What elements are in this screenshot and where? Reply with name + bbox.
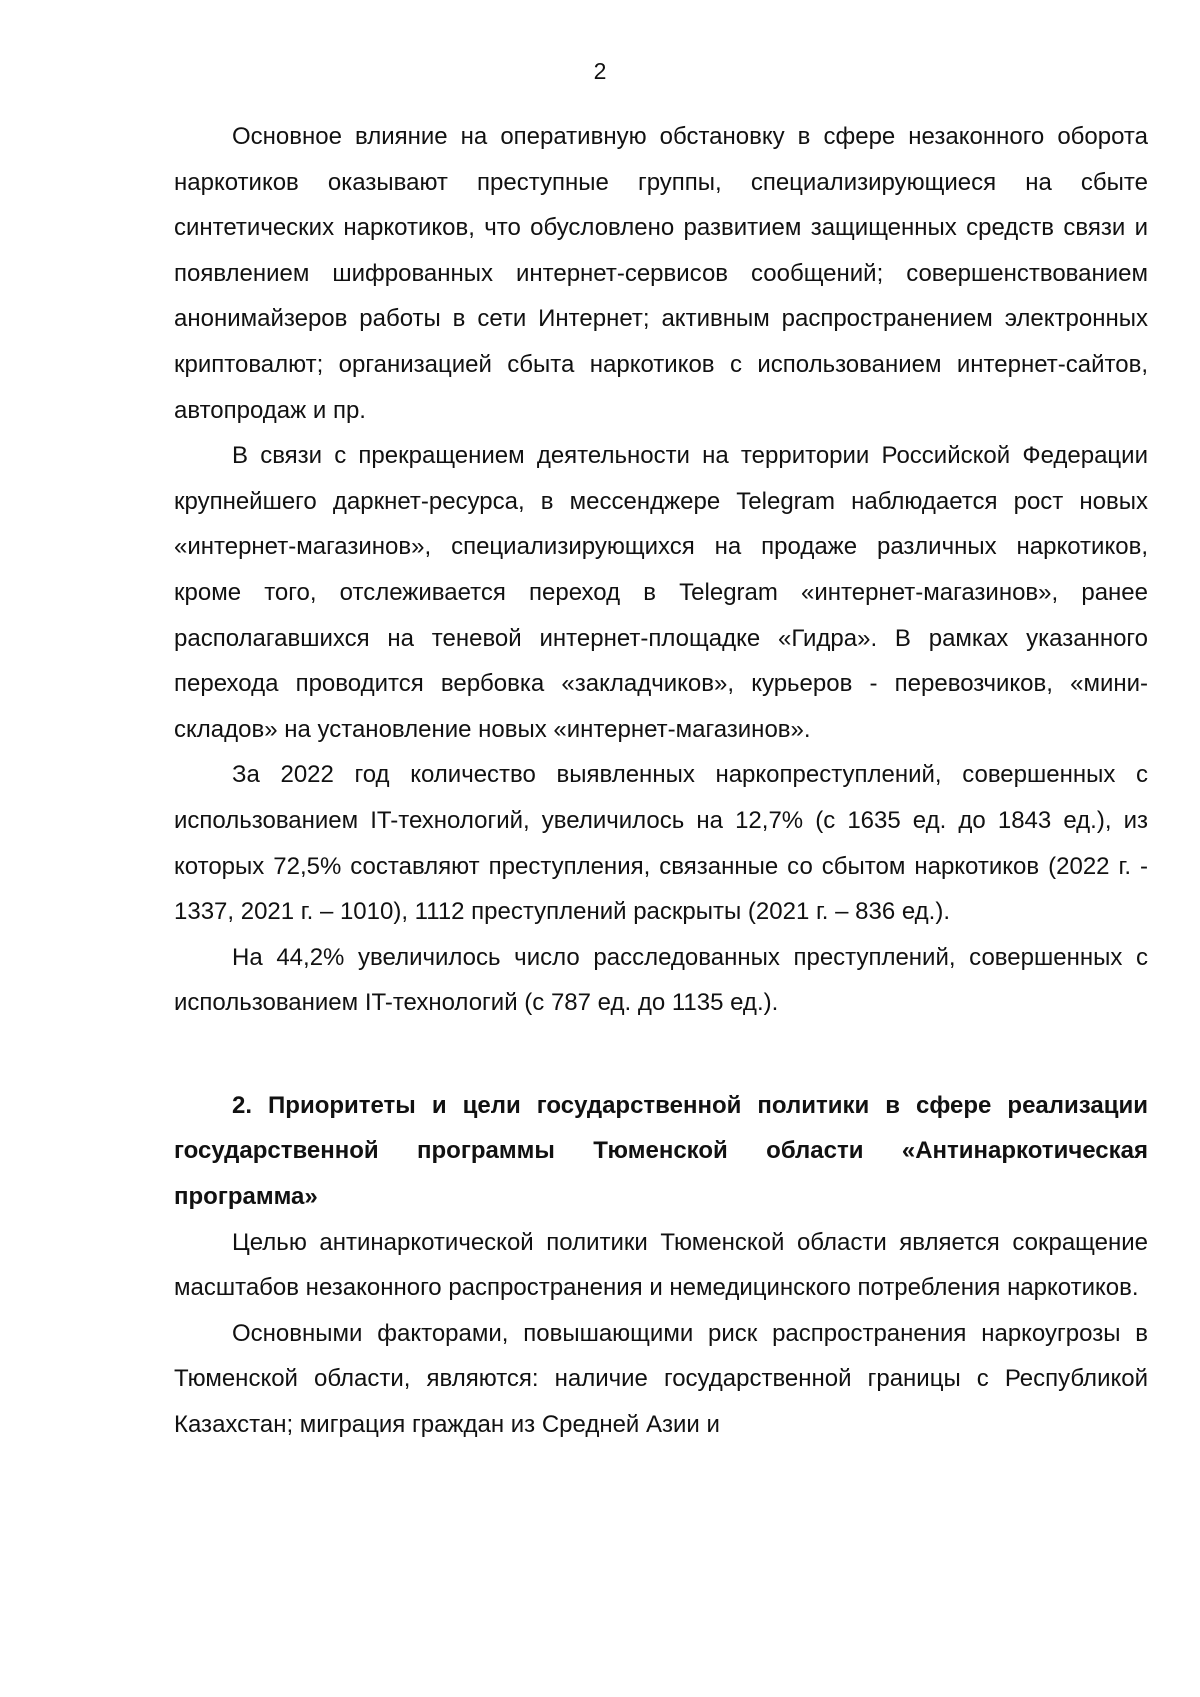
document-body xyxy=(174,114,1148,1448)
paragraph-risk-factors: Основными факторами, повышающими риск распространения наркоугрозы в Тюменской области, являются: наличие государственной границы с Республикой Казахстан; миграция граждан из Средней Азии и xyxy=(174,1319,1148,1439)
page-number: 2 xyxy=(593,58,607,84)
section-heading: 2. Приоритеты и цели государственной политики в сфере реализации государственной программы Тюменской области «Антинаркотическая программа» xyxy=(174,1091,1148,1211)
paragraph-it-crimes-2022: За 2022 год количество выявленных наркопреступлений, совершенных с использованием IT-технологий, увеличилось на 12,7% (с 1635 ед. до 1843 ед.), из которых 72,5% составляют преступления, связанные со сбытом наркотиков (2022 г. - 1337, 2021 г. – 1010), 1112 преступлений раскрыты (2021 г. – 836 ед.). xyxy=(174,761,1148,926)
paragraph-policy-goal: Целью антинаркотической политики Тюменской области является сокращение масштабов незаконного распространения и немедицинского потребления наркотиков. xyxy=(174,1228,1148,1302)
paragraph-narcotics-influence: Основное влияние на оперативную обстановку в сфере незаконного оборота наркотиков оказывают преступные группы, специализирующиеся на сбыте синтетических наркотиков, что обусловлено развитием защищенных средств связи и появлением шифрованных интернет-сервисов сообщений; совершенствованием анонимайзеров работы в сети Интернет; активным распространением электронных криптовалют; организацией сбыта наркотиков с использованием интернет-сайтов, автопродаж и пр. xyxy=(174,123,1148,424)
paragraph-darknet-telegram: В связи с прекращением деятельности на территории Российской Федерации крупнейшего даркнет-ресурса, в мессенджере Telegram наблюдается рост новых «интернет-магазинов», специализирующихся на продаже различных наркотиков, кроме того, отслеживается переход в Telegram «интернет-магазинов», ранее располагавшихся на теневой интернет-площадке «Гидра». В рамках указанного перехода проводится вербовка «закладчиков», курьеров - перевозчиков, «мини-складов» на установление новых «интернет-магазинов». xyxy=(174,442,1148,743)
paragraph-investigated-crimes: На 44,2% увеличилось число расследованных преступлений, совершенных с использованием IT-технологий (с 787 ед. до 1135 ед.). xyxy=(174,943,1148,1017)
